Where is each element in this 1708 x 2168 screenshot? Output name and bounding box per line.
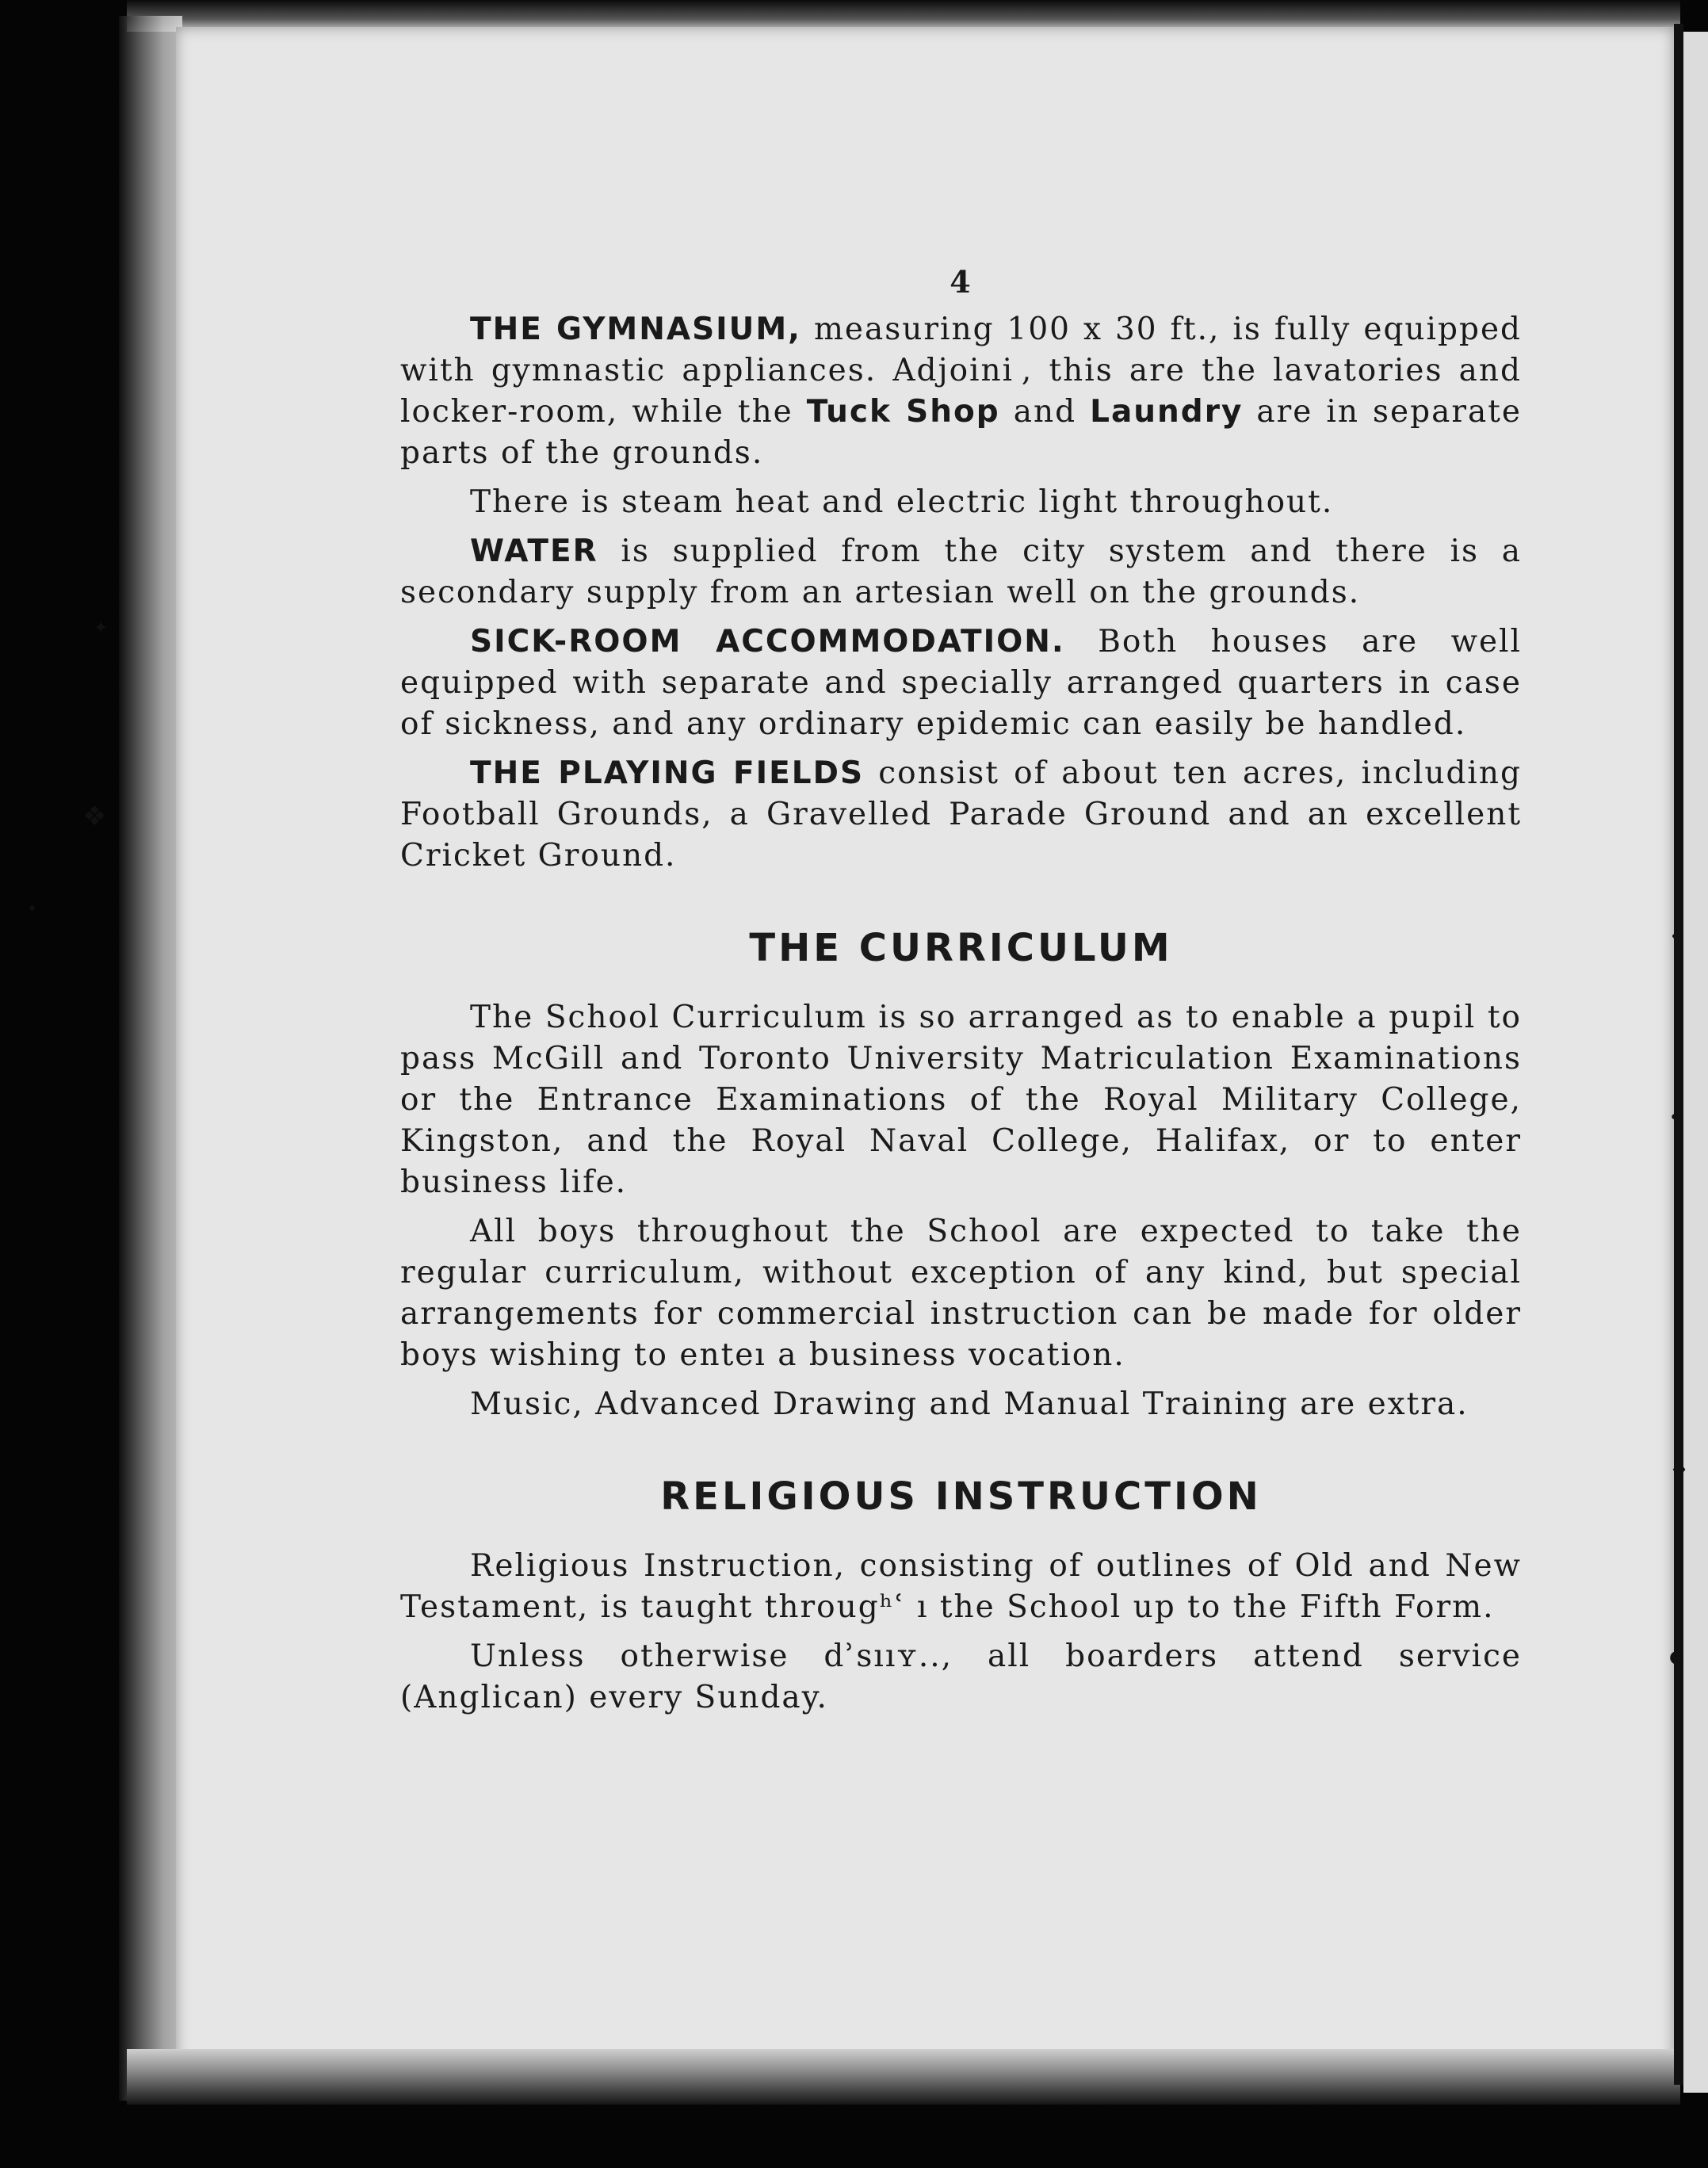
page-gutter <box>1674 24 1683 2085</box>
curriculum-paragraph-1: The School Curriculum is so arranged as to enable a pupil to pass McGill and Toronto University Matriculation Examinations or the Entrance Examinations of the Royal Military College, Kingston, and the Royal Naval College, Halifax, or to enter business life. <box>400 1000 1522 1200</box>
sick-room-paragraph <box>400 621 1522 745</box>
page-number: 4 <box>950 264 972 300</box>
water-lead: WATER <box>470 533 598 569</box>
gymnasium-text-2: and <box>999 394 1091 430</box>
water-text: is supplied from the city system and there is a secondary supply from an artesian well on the grounds. <box>400 533 1522 610</box>
playing-fields-paragraph <box>400 753 1522 877</box>
scan-speck-mark: • <box>27 900 37 920</box>
heat-paragraph: There is steam heat and electric light throughout. <box>470 484 1334 520</box>
scan-speck-mark: • <box>1669 1108 1679 1128</box>
religious-heading: RELIGIOUS INSTRUCTION <box>660 1474 1262 1519</box>
laundry-term: Laundry <box>1090 394 1244 430</box>
page-left-edge <box>119 16 182 2101</box>
scan-speck-mark: ♦ <box>1669 1457 1690 1483</box>
water-paragraph <box>400 531 1522 614</box>
facing-page-strip <box>1683 32 1708 2093</box>
scan-speck-mark: ✦ <box>94 618 109 638</box>
playing-fields-lead: THE PLAYING FIELDS <box>470 755 865 791</box>
scan-speck-mark: ♦ <box>1669 927 1685 947</box>
scan-speck-mark: ● <box>1669 1647 1685 1667</box>
playing-fields-text: consist of about ten acres, including Football Grounds, a Gravelled Parade Ground and an excellent Cricket Ground. <box>400 755 1522 874</box>
page-bottom-edge <box>127 2049 1680 2105</box>
gymnasium-paragraph <box>400 309 1522 474</box>
tuck-shop-term: Tuck Shop <box>806 394 1000 430</box>
curriculum-paragraph-3: Music, Advanced Drawing and Manual Training are extra. <box>470 1386 1469 1422</box>
gymnasium-text-1: measuring 100 x 30 ft., is fully equipped with gymnastic appliances. Adjoini , this are the lavatories and locker-room, while the <box>400 312 1522 430</box>
sick-room-text: Both houses are well equipped with separate and specially arranged quarters in case of sickness, and any ordinary epidemic can easily be handled. <box>400 624 1522 742</box>
religious-paragraph-1: Religious Instruction, consisting of outlines of Old and New Testament, is taught througʰʿ ı the School up to the Fifth Form. <box>400 1548 1522 1625</box>
gymnasium-lead: THE GYMNASIUM, <box>470 312 801 347</box>
scan-speck-mark: ❖ <box>82 801 107 832</box>
sick-room-lead: SICK-ROOM ACCOMMODATION. <box>470 624 1065 660</box>
page-text <box>400 262 1522 1726</box>
curriculum-paragraph-2: All boys throughout the School are expected to take the regular curriculum, without exception of any kind, but special arrangements for commercial instruction can be made for older boys wishing to enteı a business vocation. <box>400 1214 1522 1373</box>
religious-paragraph-2: Unless otherwise dʾsııʏ.., all boarders attend service (Anglican) every Sunday. <box>400 1638 1522 1715</box>
curriculum-heading: THE CURRICULUM <box>749 926 1173 970</box>
gymnasium-text-3: are in separate parts of the grounds. <box>400 394 1522 471</box>
